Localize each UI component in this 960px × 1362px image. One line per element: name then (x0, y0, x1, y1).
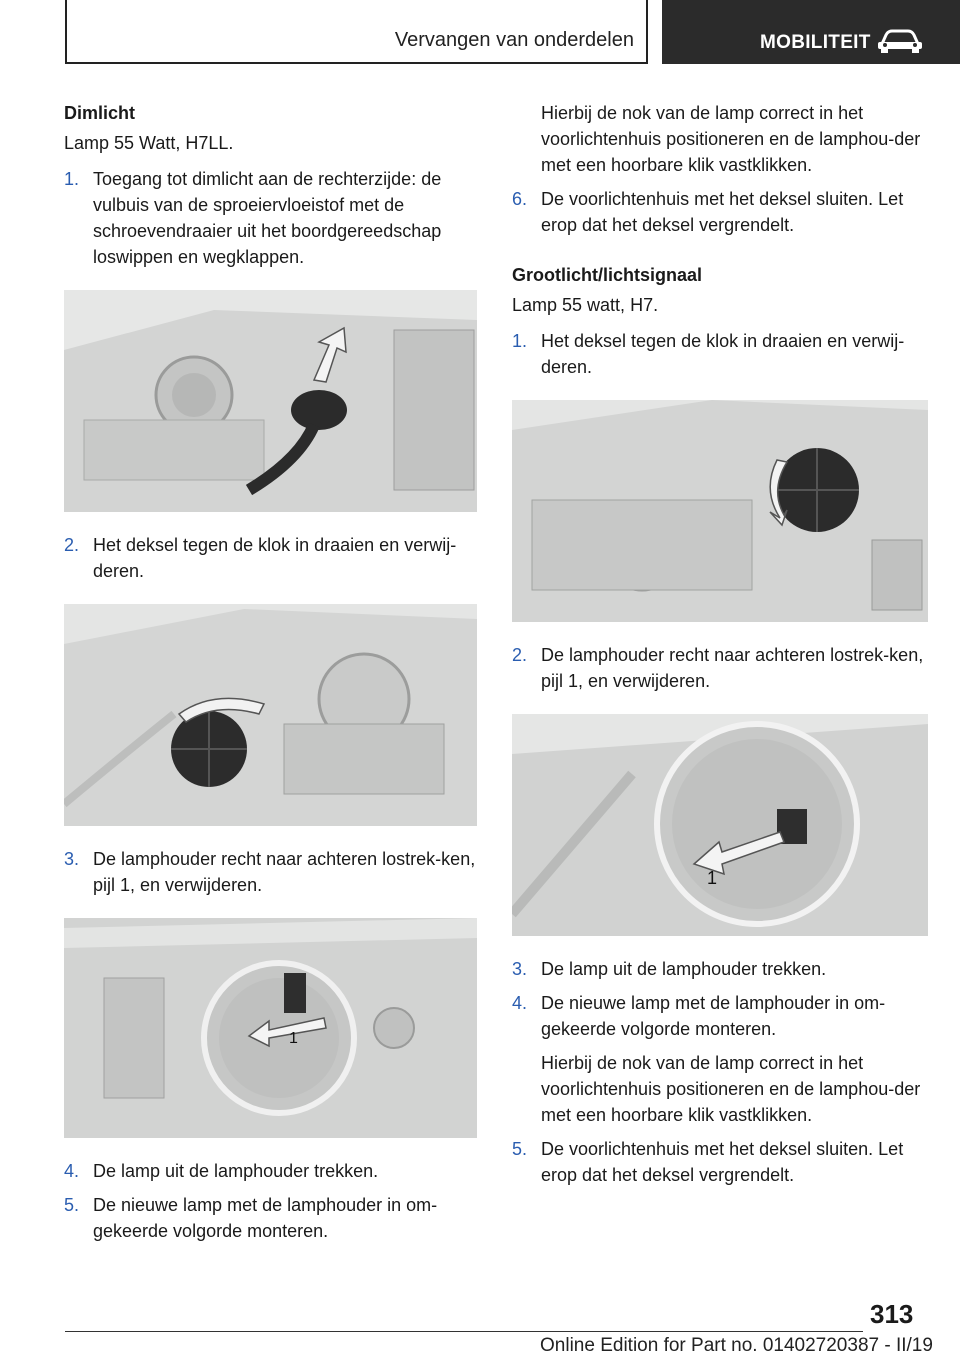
figure-highbeam-cover (512, 400, 928, 622)
figure-highbeam-holder-pull (512, 714, 928, 936)
step-text: De lamphouder recht naar achteren lostrek‐ken, pijl 1, en verwijderen. (93, 849, 476, 895)
list-item (64, 846, 477, 898)
list-item (512, 956, 928, 982)
step-text: Het deksel tegen de klok in draaien en verwij‐deren. (541, 331, 905, 377)
step-number: 4. (64, 1161, 80, 1181)
list-item (512, 1136, 928, 1188)
left-column (64, 100, 477, 1252)
high-beam-spec: Lamp 55 watt, H7. (512, 295, 659, 315)
list-item (512, 328, 928, 380)
step-number: 5. (64, 1195, 80, 1215)
step-number: 6. (512, 189, 528, 209)
section-tab (65, 0, 648, 64)
high-beam-heading: Grootlicht/lichtsignaal (512, 265, 703, 285)
arrow-label: 1 (289, 1030, 298, 1047)
step-number: 4. (512, 993, 528, 1013)
figure-cover-removal (64, 604, 477, 826)
right-column (512, 100, 928, 1196)
low-beam-heading: Dimlicht (64, 103, 136, 123)
step-note: Hierbij de nok van de lamp correct in het voorlichtenhuis positioneren en de lamphou‐der met een hoorbare klik vastklikken. (541, 1053, 921, 1125)
figure-lamp-holder-pull (64, 918, 477, 1138)
step-text: De lamp uit de lamphouder trekken. (93, 1161, 379, 1181)
low-beam-spec: Lamp 55 Watt, H7LL. (64, 133, 234, 153)
list-item (64, 532, 477, 584)
step-number: 2. (64, 535, 80, 555)
list-item (64, 166, 477, 270)
list-item (64, 1158, 477, 1184)
list-item (512, 990, 928, 1042)
list-item (512, 642, 928, 694)
step-text: De nieuwe lamp met de lamphouder in om‐gekeerde volgorde monteren. (93, 1195, 438, 1241)
step-number: 2. (512, 645, 528, 665)
footer-divider (65, 1331, 863, 1332)
list-item (512, 186, 928, 238)
list-item (64, 1192, 477, 1244)
car-icon (876, 28, 924, 54)
section-title: Vervangen van onderdelen (394, 29, 634, 51)
step-text: De voorlichtenhuis met het deksel sluiten. Let erop dat het deksel vergrendelt. (541, 1139, 904, 1185)
edition-footer: Online Edition for Part no. 01402720387 - II/19 (540, 1335, 933, 1356)
step-text: De nieuwe lamp met de lamphouder in om‐gekeerde volgorde monteren. (541, 993, 886, 1039)
step-number: 3. (512, 959, 528, 979)
chapter-title: MOBILITEIT (760, 32, 871, 53)
step-text: De lamp uit de lamphouder trekken. (541, 959, 827, 979)
page-number: 313 (870, 1299, 914, 1329)
step-number: 1. (512, 331, 528, 351)
step-text: De voorlichtenhuis met het deksel sluiten. Let erop dat het deksel vergrendelt. (541, 189, 904, 235)
step-text: Het deksel tegen de klok in draaien en verwij‐deren. (93, 535, 457, 581)
figure-filler-tube (64, 290, 477, 512)
step-number: 5. (512, 1139, 528, 1159)
step-text: De lamphouder recht naar achteren lostrek‐ken, pijl 1, en verwijderen. (541, 645, 924, 691)
arrow-label: 1 (707, 868, 718, 888)
step-number: 1. (64, 169, 80, 189)
step-text: Toegang tot dimlicht aan de rechterzijde: de vulbuis van de sproeiervloeistof met de schroevendraaier uit het boordgereedschap loswippen en wegklappen. (93, 169, 442, 267)
step-number: 3. (64, 849, 80, 869)
continuation-text: Hierbij de nok van de lamp correct in het voorlichtenhuis positioneren en de lamphou‐der met een hoorbare klik vastklikken. (541, 103, 921, 175)
